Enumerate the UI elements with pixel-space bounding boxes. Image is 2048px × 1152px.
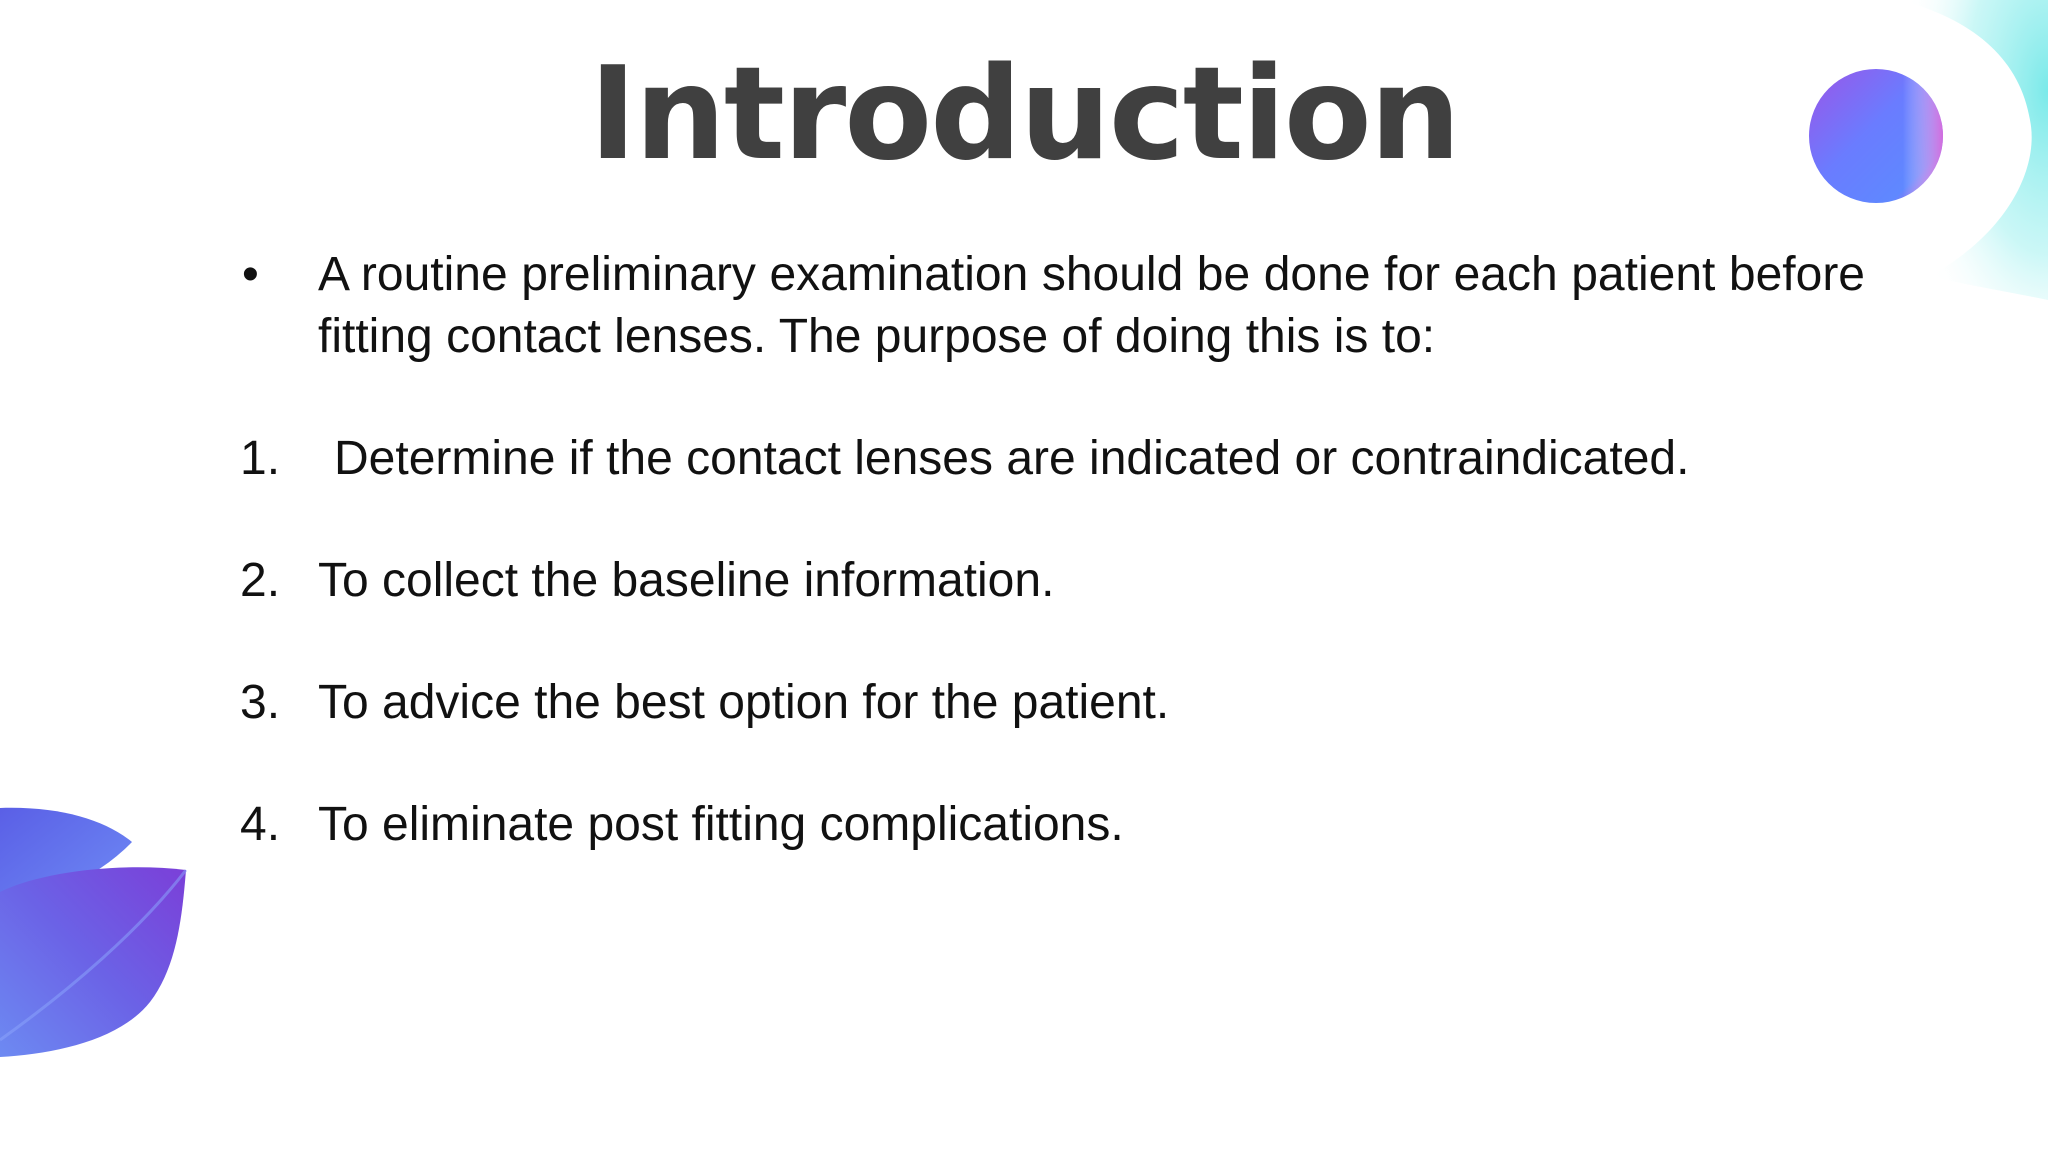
list-item-number: 1. xyxy=(240,432,281,485)
list-item-text: To eliminate post fitting complications. xyxy=(318,798,1124,851)
list-item-text: To advice the best option for the patient. xyxy=(318,676,1170,729)
list-item-text: To collect the baseline information. xyxy=(318,554,1055,607)
list-item xyxy=(240,428,1865,490)
list-item xyxy=(240,672,1865,734)
slide-content xyxy=(240,244,1865,856)
list-item-number: 4. xyxy=(240,798,281,851)
leaf-decoration-shape xyxy=(0,808,186,1057)
intro-text: A routine preliminary examination should be done for each patient before fitting contact lenses. The purpose of doing this is to: xyxy=(318,248,1865,363)
list-item-number: 2. xyxy=(240,554,281,607)
list-item-text: Determine if the contact lenses are indicated or contraindicated. xyxy=(334,432,1690,485)
intro-bullet xyxy=(240,244,1865,368)
bullet-marker: • xyxy=(242,248,259,301)
list-item xyxy=(240,794,1865,856)
list-item-number: 3. xyxy=(240,676,281,729)
list-item xyxy=(240,550,1865,612)
slide-title: Introduction xyxy=(589,40,1459,189)
